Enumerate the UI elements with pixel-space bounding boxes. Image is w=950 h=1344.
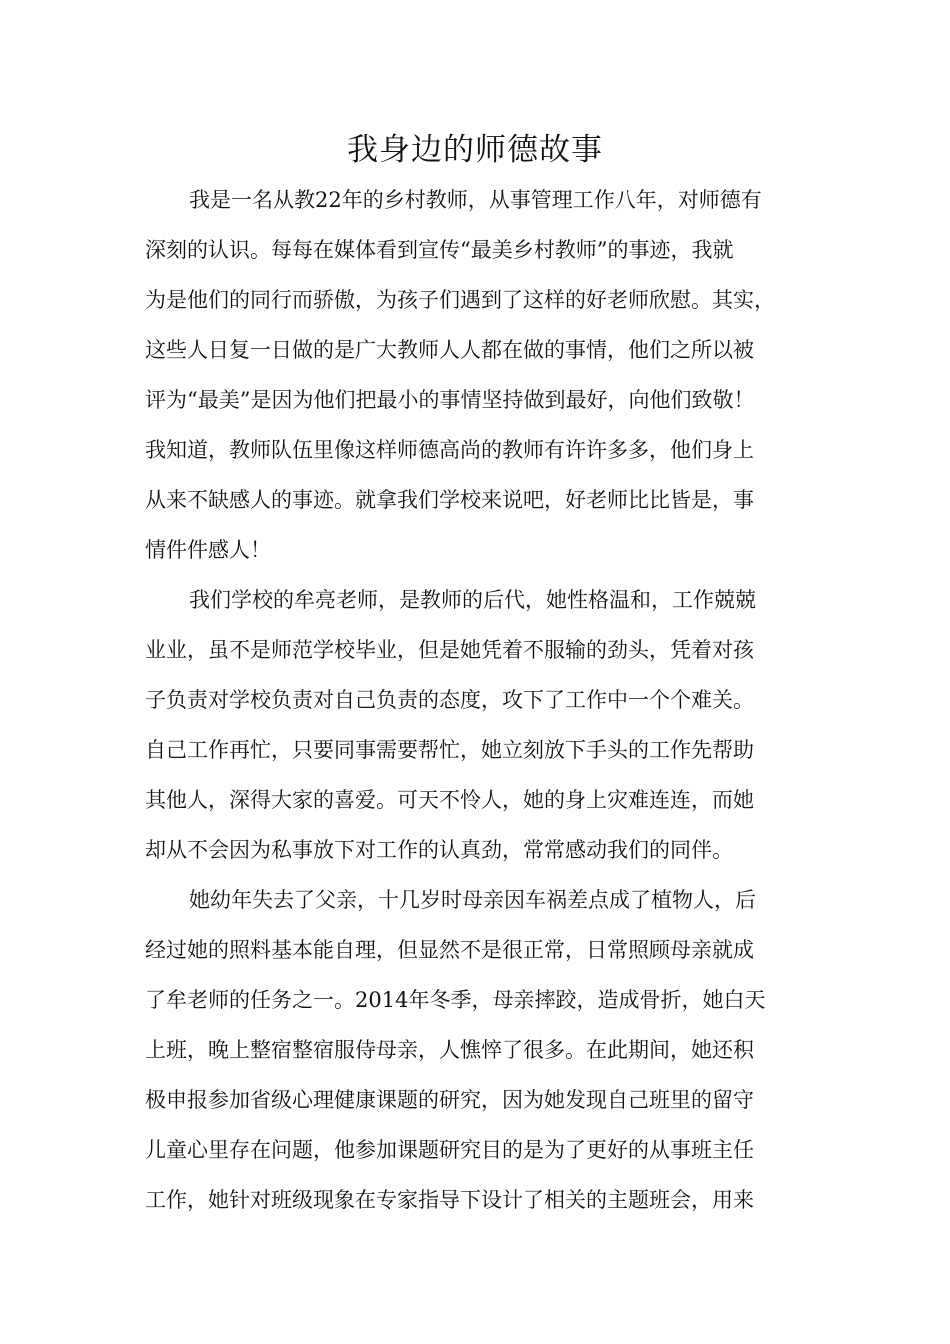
- paragraph-1-line-6: 我知道，教师队伍里像这样师德高尚的教师有许许多多，他们身上: [145, 438, 754, 462]
- document-body: [145, 180, 825, 1230]
- paragraph-1-line-5: 评为“最美”是因为他们把最小的事情坚持做到最好，向他们致敬！: [145, 388, 755, 412]
- paragraph-3-line-4: 上班，晚上整宿整宿服侍母亲，人憔悴了很多。在此期间，她还积: [145, 1038, 754, 1062]
- paragraph-1-line-1: 我是一名从教22年的乡村教师，从事管理工作八年，对师德有: [189, 188, 762, 212]
- paragraph-2-line-4: 自己工作再忙，只要同事需要帮忙，她立刻放下手头的工作先帮助: [145, 738, 754, 762]
- paragraph-2-line-3: 子负责对学校负责对自己负责的态度，攻下了工作中一个个难关。: [145, 688, 754, 712]
- paragraph-1-line-7: 从来不缺感人的事迹。就拿我们学校来说吧，好老师比比皆是，事: [145, 488, 754, 512]
- paragraph-3-line-6: 儿童心里存在问题，他参加课题研究目的是为了更好的从事班主任: [145, 1138, 754, 1162]
- paragraph-3-line-3: 了牟老师的任务之一。2014年冬季，母亲摔跤，造成骨折，她白天: [145, 988, 766, 1012]
- paragraph-1-line-8: 情件件感人！: [145, 538, 271, 562]
- paragraph-2-line-6: 却从不会因为私事放下对工作的认真劲，常常感动我们的同伴。: [145, 838, 733, 862]
- document-title: 我身边的师德故事: [347, 132, 603, 168]
- paragraph-3-line-7: 工作，她针对班级现象在专家指导下设计了相关的主题班会，用来: [145, 1188, 754, 1212]
- paragraph-1-line-2: 深刻的认识。每每在媒体看到宣传“最美乡村教师”的事迹，我就: [145, 238, 734, 262]
- paragraph-1-line-3: 为是他们的同行而骄傲，为孩子们遇到了这样的好老师欣慰。其实，: [145, 288, 775, 312]
- paragraph-2-line-2: 业业，虽不是师范学校毕业，但是她凭着不服输的劲头，凭着对孩: [145, 638, 754, 662]
- paragraph-3-line-1: 她幼年失去了父亲，十几岁时母亲因车祸差点成了植物人，后: [189, 888, 756, 912]
- paragraph-2-line-5: 其他人，深得大家的喜爱。可天不怜人，她的身上灾难连连，而她: [145, 788, 754, 812]
- paragraph-3-line-5: 极申报参加省级心理健康课题的研究，因为她发现自己班里的留守: [145, 1088, 754, 1112]
- paragraph-2-line-1: 我们学校的牟亮老师，是教师的后代，她性格温和，工作兢兢: [189, 588, 756, 612]
- paragraph-3-line-2: 经过她的照料基本能自理，但显然不是很正常，日常照顾母亲就成: [145, 938, 754, 962]
- paragraph-1-line-4: 这些人日复一日做的是广大教师人人都在做的事情，他们之所以被: [145, 338, 754, 362]
